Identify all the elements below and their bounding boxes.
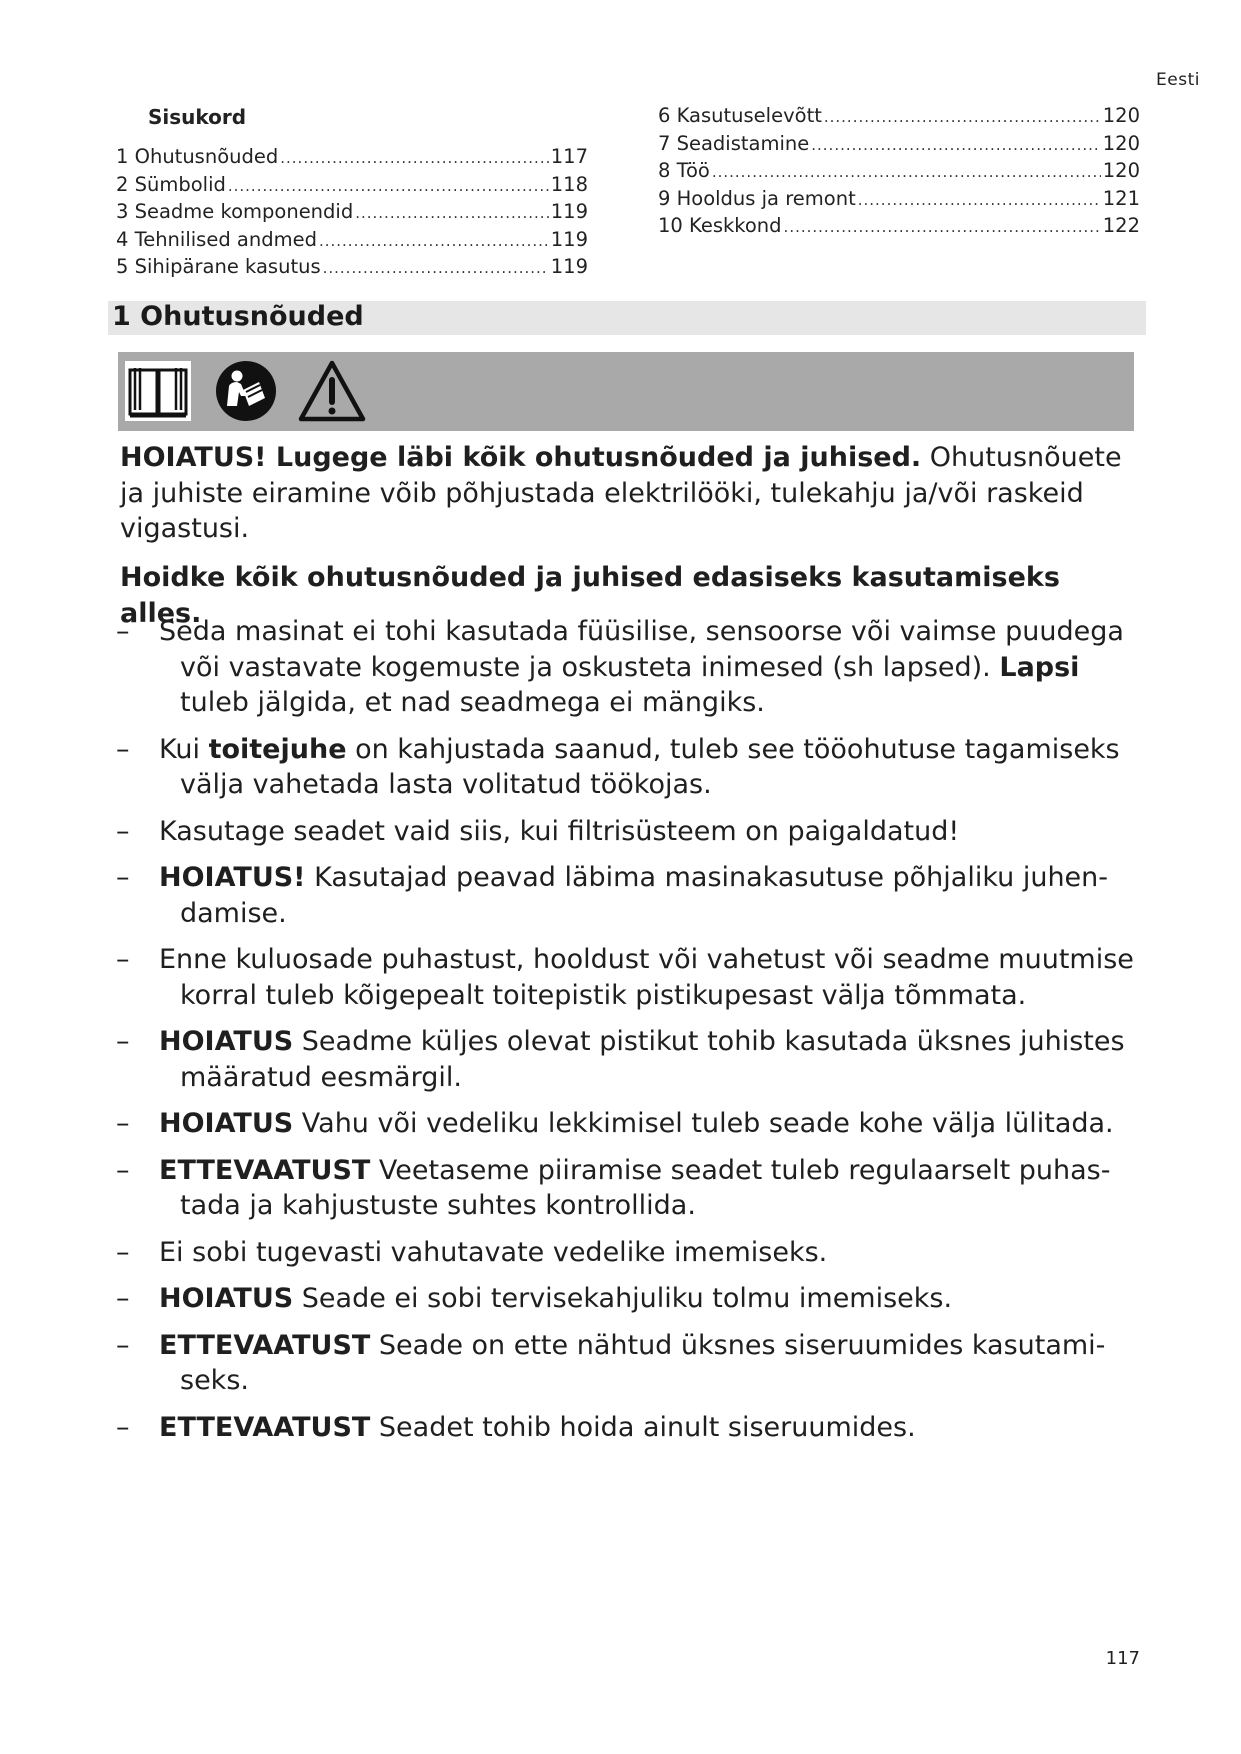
- warning-paragraph: [120, 440, 1130, 547]
- toc-leader-dots: [824, 108, 1101, 126]
- toc-entry-page: 117: [550, 145, 588, 168]
- toc-entry-label: 8 Töö: [658, 159, 710, 182]
- item-bold: HOIATUS: [159, 1108, 294, 1139]
- toc-leader-dots: [858, 191, 1101, 209]
- item-bold: toitejuhe: [208, 733, 347, 765]
- list-item: [116, 732, 1146, 803]
- item-text-after: Seadet tohib hoida ainult siseruumides.: [370, 1411, 916, 1443]
- warning-triangle-icon: [298, 360, 366, 422]
- page-number: 117: [1105, 1648, 1140, 1669]
- toc-entry-page: 121: [1102, 186, 1140, 210]
- section-title: 1 Ohutusnõuded: [112, 301, 364, 332]
- item-text-after: Kasutajad peavad läbima masinakasutuse põhjaliku juhen-damise.: [180, 862, 1109, 929]
- toc-entry-page: 120: [1102, 131, 1140, 155]
- item-text-before: Enne kuluosade puhastust, hooldust või vahetust või seadme muutmise korral tuleb kõigepealt toitepistik pistikupesast välja tõmmata.: [159, 944, 1134, 1011]
- toc-entry[interactable]: [116, 200, 588, 228]
- list-item: [116, 1024, 1146, 1095]
- item-text-before: Kui: [159, 733, 209, 765]
- toc-leader-dots: [228, 177, 549, 195]
- item-text-before: Ei sobi tugevasti vahutavate vedelike imemiseks.: [159, 1236, 828, 1268]
- list-item: [116, 1106, 1146, 1142]
- list-item: [116, 1281, 1146, 1317]
- toc-entry[interactable]: [116, 228, 588, 256]
- toc-entry-label: 4 Tehnilised andmed: [116, 227, 317, 251]
- toc-leader-dots: [323, 259, 549, 277]
- item-bold: Lapsi: [999, 651, 1080, 683]
- toc-entry-page: 118: [550, 172, 588, 196]
- toc-leader-dots: [319, 232, 549, 250]
- toc-entry-label: 5 Sihipärane kasutus: [116, 255, 321, 278]
- item-text-after: tuleb jälgida, et nad seadmega ei mängiks.: [180, 687, 765, 718]
- item-text-after: on kahjustada saanud, tuleb see tööohutuse tagamiseks välja vahetada lasta volitatud töökojas.: [180, 733, 1120, 800]
- toc-entry[interactable]: [658, 187, 1140, 215]
- item-text-before: Kasutage seadet vaid siis, kui filtrisüsteem on paigaldatud!: [159, 815, 960, 847]
- item-bold: ETTEVAATUST: [159, 1329, 371, 1361]
- item-text-after: Seade ei sobi tervisekahjuliku tolmu imemiseks.: [293, 1283, 953, 1314]
- list-item: [116, 860, 1146, 931]
- toc-entry-label: 1 Ohutusnõuded: [116, 145, 279, 168]
- item-text-after: Veetaseme piiramise seadet tuleb regulaarselt puhas-tada ja kahjustuste suhtes kontrollida.: [180, 1154, 1111, 1221]
- item-bold: HOIATUS: [159, 1026, 294, 1057]
- toc-entry[interactable]: [658, 159, 1140, 187]
- list-item: [116, 1235, 1146, 1271]
- toc-entry[interactable]: [116, 145, 588, 173]
- list-item: [116, 1410, 1146, 1446]
- read-manual-icon: [215, 360, 277, 422]
- item-bold: ETTEVAATUST: [159, 1411, 371, 1443]
- item-text-before: Seda masinat ei tohi kasutada füüsilise, sensoorse või vaimse puudega või vastavate kogemuste ja oskusteta inimesed (sh lapsed).: [159, 616, 1124, 683]
- toc-entry-page: 119: [550, 255, 588, 278]
- toc-entry-page: 122: [1102, 214, 1140, 237]
- toc-entry[interactable]: [658, 104, 1140, 132]
- warning-text: Ohutusnõuete ja juhiste eiramine võib põhjustada elektrilööki, tulekahju ja/või raskeid vigastusi.: [120, 442, 1122, 544]
- item-bold: HOIATUS: [159, 1283, 294, 1314]
- item-bold: HOIATUS!: [159, 862, 306, 893]
- toc-left-column: [116, 145, 588, 283]
- warning-bold: HOIATUS! Lugege läbi kõik ohutusnõuded ja juhised.: [120, 442, 922, 473]
- toc-leader-dots: [784, 218, 1101, 236]
- toc-entry[interactable]: [116, 255, 588, 283]
- toc-entry-label: 7 Seadistamine: [658, 131, 810, 155]
- toc-entry[interactable]: [658, 214, 1140, 242]
- toc-right-column: [658, 104, 1140, 242]
- list-item: [116, 614, 1146, 721]
- toc-leader-dots: [712, 163, 1101, 181]
- toc-entry-page: 120: [1102, 104, 1140, 127]
- toc-entry-label: 2 Sümbolid: [116, 172, 226, 196]
- safety-list: [116, 614, 1146, 1456]
- toc-entry[interactable]: [116, 173, 588, 201]
- toc-leader-dots: [355, 204, 549, 222]
- list-item: [116, 942, 1146, 1013]
- toc-leader-dots: [280, 149, 549, 167]
- item-text-after: Vahu või vedeliku lekkimisel tuleb seade kohe välja lülitada.: [293, 1108, 1114, 1139]
- item-text-after: Seade on ette nähtud üksnes siseruumides kasutami-seks.: [180, 1329, 1106, 1396]
- toc-entry-page: 119: [550, 227, 588, 251]
- item-text-after: Seadme küljes olevat pistikut tohib kasutada üksnes juhistes määratud eesmärgil.: [180, 1026, 1125, 1093]
- toc-entry-label: 3 Seadme komponendid: [116, 200, 354, 223]
- item-bold: ETTEVAATUST: [159, 1154, 371, 1186]
- toc-entry[interactable]: [658, 132, 1140, 160]
- toc-entry-page: 120: [1102, 159, 1140, 182]
- toc-title: Sisukord: [148, 105, 247, 129]
- toc-entry-page: 119: [550, 200, 588, 223]
- toc-leader-dots: [811, 136, 1101, 154]
- toc-entry-label: 10 Keskkond: [658, 214, 782, 237]
- list-item: [116, 1328, 1146, 1399]
- keep-instructions-notice: Hoidke kõik ohutusnõuded ja juhised edasiseks kasutamiseks alles.: [120, 562, 1060, 629]
- language-label: Eesti: [1156, 70, 1200, 90]
- list-item: [116, 1153, 1146, 1224]
- toc-entry-label: 9 Hooldus ja remont: [658, 186, 856, 210]
- manual-book-icon: [124, 360, 192, 422]
- list-item: [116, 814, 1146, 850]
- toc-entry-label: 6 Kasutuselevõtt: [658, 104, 822, 127]
